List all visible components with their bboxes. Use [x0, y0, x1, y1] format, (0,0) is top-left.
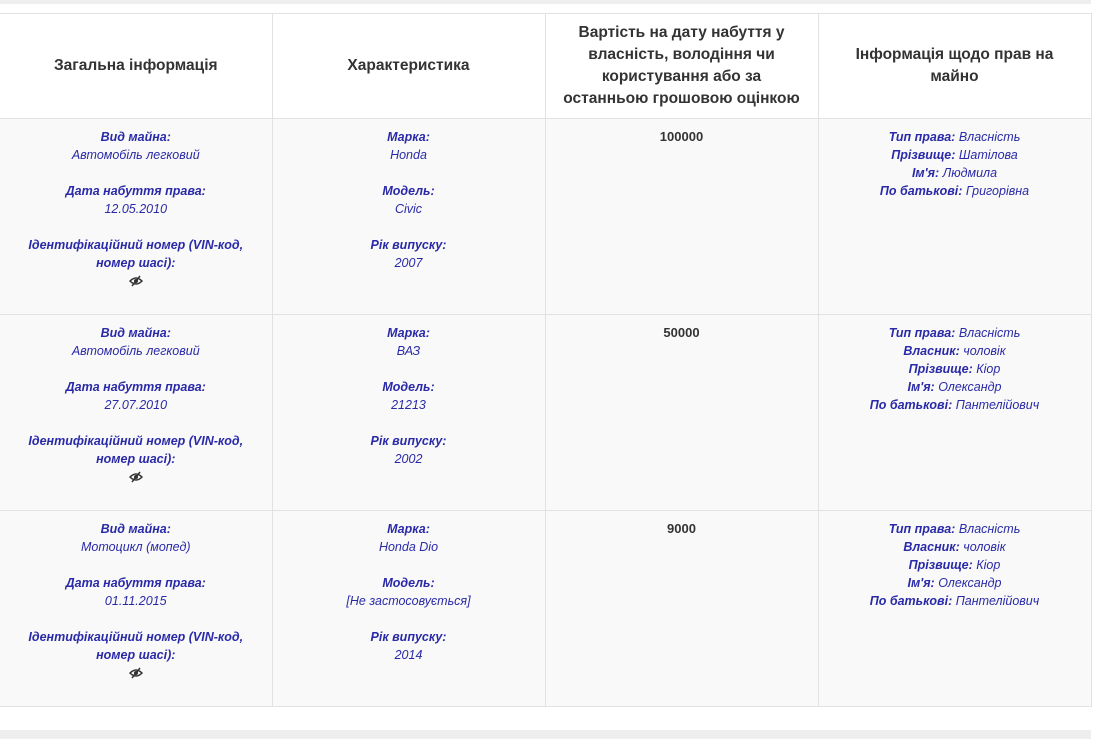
model-value: 21213	[391, 398, 426, 412]
rights-cell	[818, 315, 1091, 511]
right-type-label: Тип права:	[888, 130, 956, 144]
header-value: Вартість на дату набуття у власність, володіння чи користування або за останньою грошовою оцінкою	[545, 14, 818, 119]
price-value: 100000	[659, 129, 704, 144]
value-cell	[545, 315, 818, 511]
acquired-date-label: Дата набуття права:	[65, 380, 206, 394]
owner-value: чоловік	[963, 344, 1006, 358]
brand-value: ВАЗ	[396, 344, 421, 358]
patronymic-label: По батькові:	[879, 184, 963, 198]
owner-label: Власник:	[903, 540, 960, 554]
owner-label: Власник:	[903, 344, 960, 358]
general-info-cell	[0, 119, 272, 315]
right-type-value: Власність	[958, 326, 1021, 340]
model-label: Модель:	[382, 380, 435, 394]
acquired-date-value: 01.11.2015	[104, 594, 167, 608]
model-label: Модель:	[382, 184, 435, 198]
value-cell	[545, 119, 818, 315]
vin-label: Ідентифікаційний номер (VIN-код, номер шасі):	[28, 238, 244, 270]
model-value: [Не застосовується]	[346, 594, 471, 608]
surname-label: Прізвище:	[908, 362, 973, 376]
table-row	[0, 315, 1091, 511]
brand-value: Honda	[390, 148, 427, 162]
brand-label: Марка:	[387, 522, 430, 536]
property-type-value: Автомобіль легковий	[71, 148, 200, 162]
property-type-label: Вид майна:	[100, 326, 171, 340]
table-row	[0, 119, 1091, 315]
surname-label: Прізвище:	[908, 558, 973, 572]
top-divider	[0, 0, 1091, 4]
bottom-divider	[0, 730, 1091, 739]
rights-cell	[818, 511, 1091, 707]
year-label: Рік випуску:	[370, 630, 447, 644]
patronymic-value: Григорівна	[965, 184, 1030, 198]
acquired-date-value: 27.07.2010	[104, 398, 168, 412]
surname-value: Шатілова	[958, 148, 1018, 162]
brand-value: Honda Dio	[378, 540, 439, 554]
header-characteristics: Характеристика	[272, 14, 545, 119]
vehicles-table	[0, 13, 1092, 707]
right-type-value: Власність	[958, 130, 1021, 144]
acquired-date-label: Дата набуття права:	[65, 184, 206, 198]
patronymic-label: По батькові:	[869, 398, 953, 412]
table-header-row	[0, 14, 1091, 119]
general-info-cell	[0, 315, 272, 511]
value-cell	[545, 511, 818, 707]
name-value: Людмила	[942, 166, 998, 180]
patronymic-value: Пантелійович	[955, 594, 1040, 608]
name-label: Ім'я:	[911, 166, 940, 180]
owner-value: чоловік	[963, 540, 1006, 554]
surname-value: Кіор	[976, 558, 1001, 572]
brand-label: Марка:	[387, 326, 430, 340]
name-value: Олександр	[938, 576, 1002, 590]
general-info-cell	[0, 511, 272, 707]
acquired-date-value: 12.05.2010	[104, 202, 168, 216]
right-type-value: Власність	[958, 522, 1021, 536]
header-general-info: Загальна інформація	[0, 14, 272, 119]
rights-cell	[818, 119, 1091, 315]
property-type-value: Автомобіль легковий	[71, 344, 200, 358]
name-label: Ім'я:	[907, 576, 935, 590]
characteristics-cell	[272, 119, 545, 315]
table-row	[0, 511, 1091, 707]
characteristics-cell	[272, 315, 545, 511]
right-type-label: Тип права:	[888, 326, 956, 340]
year-label: Рік випуску:	[370, 238, 447, 252]
year-value: 2002	[394, 452, 423, 466]
year-label: Рік випуску:	[370, 434, 447, 448]
price-value: 50000	[663, 325, 700, 340]
eye-off-icon	[129, 470, 143, 482]
acquired-date-label: Дата набуття права:	[65, 576, 206, 590]
name-value: Олександр	[938, 380, 1002, 394]
characteristics-cell	[272, 511, 545, 707]
eye-off-icon	[129, 666, 143, 678]
patronymic-label: По батькові:	[869, 594, 953, 608]
model-label: Модель:	[382, 576, 435, 590]
vin-label: Ідентифікаційний номер (VIN-код, номер шасі):	[28, 434, 244, 466]
eye-off-icon	[129, 274, 143, 286]
surname-value: Кіор	[976, 362, 1001, 376]
price-value: 9000	[667, 521, 696, 536]
property-type-label: Вид майна:	[100, 522, 171, 536]
property-type-value: Мотоцикл (мопед)	[80, 540, 191, 554]
vin-label: Ідентифікаційний номер (VIN-код, номер шасі):	[28, 630, 244, 662]
surname-label: Прізвище:	[891, 148, 956, 162]
header-rights-info: Інформація щодо прав на майно	[818, 14, 1091, 119]
year-value: 2014	[394, 648, 423, 662]
right-type-label: Тип права:	[888, 522, 956, 536]
year-value: 2007	[394, 256, 423, 270]
brand-label: Марка:	[387, 130, 430, 144]
patronymic-value: Пантелійович	[955, 398, 1040, 412]
property-type-label: Вид майна:	[100, 130, 171, 144]
name-label: Ім'я:	[907, 380, 935, 394]
model-value: Civic	[394, 202, 423, 216]
